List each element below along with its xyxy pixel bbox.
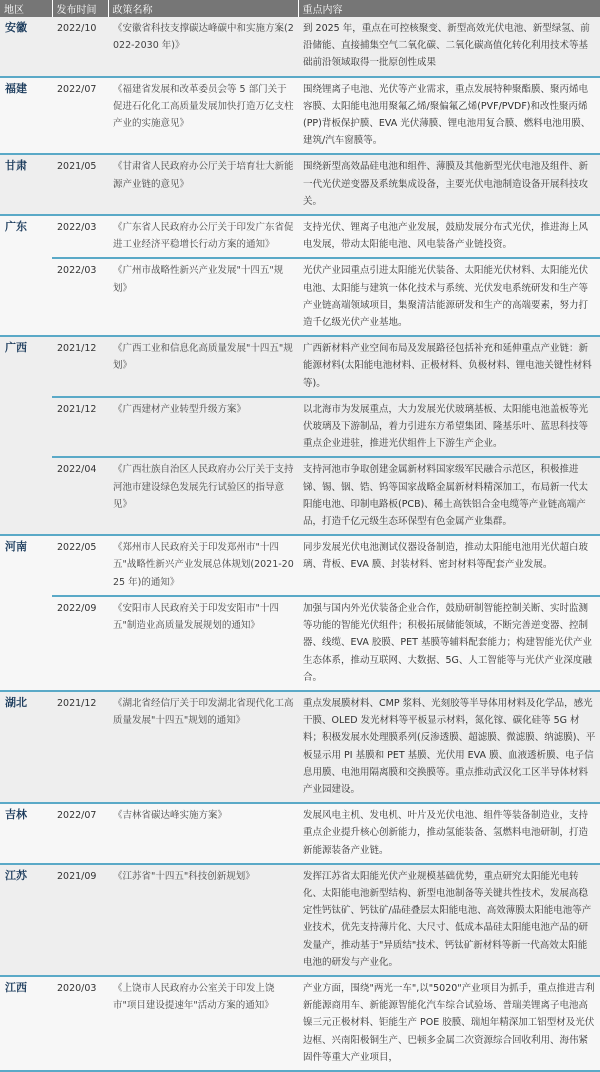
date-cell: 2021/12 (52, 336, 108, 397)
date-cell: 2021/12 (52, 397, 108, 458)
date-cell: 2022/10 (52, 17, 108, 77)
table-row (0, 457, 600, 535)
policy-cell: 《广西壮族自治区人民政府办公厅关于支持河池市建设绿色发展先行试验区的指导意见》 (108, 457, 298, 535)
date-cell: 2021/05 (52, 154, 108, 215)
date-cell: 2021/12 (52, 691, 108, 803)
policy-cell: 《湖北省经信厅关于印发湖北省现代化工高质量发展"十四五"规划的通知》 (108, 691, 298, 803)
header-content: 重点内容 (298, 0, 600, 17)
header-region: 地区 (0, 0, 52, 17)
region-cell: 湖北 (0, 691, 52, 803)
content-cell: 围绕锂离子电池、光伏等产业需求，重点发展特种聚酯膜、聚丙烯电容膜、太阳能电池用聚氟乙烯/聚偏氟乙烯(PVF/PVDF)和改性聚丙烯(PP)背板保护膜、EVA 光伏薄膜、锂电池用复合膜、燃料电池用膜、建筑/汽车窗膜等。 (298, 77, 600, 155)
region-cell: 河南 (0, 535, 52, 691)
table-header-row (0, 0, 600, 17)
content-cell: 支持河池市争取创建金属新材料国家级军民融合示范区，积极推进锑、锡、铟、锆、钨等国家战略金属新材料精深加工，布局新一代太阳能电池、印制电路板(PCB)、稀土高铁铝合金电缆等产业链高端产品，打造千亿元级生态环保型有色金属产业集群。 (298, 457, 600, 535)
policy-cell: 《安阳市人民政府关于印发安阳市"十四五"制造业高质量发展规划的通知》 (108, 596, 298, 691)
content-cell: 发挥江苏省太阳能光伏产业规模基础优势，重点研究太阳能光电转化、太阳能电池新型结构、新型电池制备等关键共性技术，发展高稳定性钙钛矿、钙钛矿/晶硅叠层太阳能电池、高效薄膜太阳能电池等产业技术，优先支持薄片化、大尺寸、低成本晶硅太阳能电池产品的研发量产，推动基于"异质结"技术、钙钛矿新材料等新一代高效太阳能电池的研发与产业化。 (298, 864, 600, 976)
table-row (0, 803, 600, 864)
policy-cell: 《广州市战略性新兴产业发展"十四五"规划》 (108, 258, 298, 336)
content-cell: 产业方面，围绕"两光一车",以"5020"产业项目为抓手，重点推进吉利新能源商用车、新能源智能化汽车综合试验场、普瑞美锂离子电池高镍三元正极材料、钜能生产 POE 胶膜、瑞旭年精深加工铝型材及光伏边框、兴南阳极铜生产、巴顿多金属二次资源综合回收利用、海伟紧固件等重大产业项目， (298, 976, 600, 1071)
region-cell: 甘肃 (0, 154, 52, 215)
date-cell: 2020/03 (52, 976, 108, 1071)
table-row (0, 596, 600, 691)
policy-cell: 《安徽省科技支撑碳达峰碳中和实施方案(2022-2030 年)》 (108, 17, 298, 77)
table-row (0, 77, 600, 155)
table-row (0, 976, 600, 1071)
content-cell: 同步发展光伏电池测试仪器设备制造，推动太阳能电池用光伏超白玻璃、背板、EVA 膜、封装材料、密封材料等配套产业发展。 (298, 535, 600, 596)
policy-cell: 《福建省发展和改革委员会等 5 部门关于促进石化化工高质量发展加快打造万亿支柱产业的实施意见》 (108, 77, 298, 155)
table-row (0, 691, 600, 803)
date-cell: 2022/03 (52, 258, 108, 336)
region-cell: 江苏 (0, 864, 52, 976)
content-cell: 发展风电主机、发电机、叶片及光伏电池、组件等装备制造业，支持重点企业提升核心创新能力，推动氢能装备、氢燃料电池研制，打造新能源装备产业链。 (298, 803, 600, 864)
date-cell: 2022/09 (52, 596, 108, 691)
content-cell: 围绕新型高效晶硅电池和组件、薄膜及其他新型光伏电池及组件、新一代光伏逆变器及系统集成设备，主要光伏电池制造设备开展科技攻关。 (298, 154, 600, 215)
policy-cell: 《吉林省碳达峰实施方案》 (108, 803, 298, 864)
content-cell: 到 2025 年，重点在可控核聚变、新型高效光伏电池、新型绿氢、前沿储能、直接捕集空气二氧化碳、二氧化碳高值化转化利用技术等基础前沿领域取得一批原创性成果 (298, 17, 600, 77)
content-cell: 以北海市为发展重点，大力发展光伏玻璃基板、太阳能电池盖板等光伏玻璃及下游制品，着力引进东方希望集团、隆基乐叶、蓝思科技等重点企业进驻，推进光伏组件上下游生产企业。 (298, 397, 600, 458)
policy-cell: 《广东省人民政府办公厅关于印发广东省促进工业经济平稳增长行动方案的通知》 (108, 215, 298, 258)
date-cell: 2022/03 (52, 215, 108, 258)
date-cell: 2022/07 (52, 803, 108, 864)
table-row (0, 864, 600, 976)
policy-cell: 《江苏省"十四五"科技创新规划》 (108, 864, 298, 976)
table-row (0, 215, 600, 258)
region-cell: 安徽 (0, 17, 52, 77)
date-cell: 2022/04 (52, 457, 108, 535)
table-row (0, 17, 600, 77)
date-cell: 2022/05 (52, 535, 108, 596)
region-cell: 福建 (0, 77, 52, 155)
policy-cell: 《甘肃省人民政府办公厅关于培育壮大新能源产业链的意见》 (108, 154, 298, 215)
date-cell: 2022/07 (52, 77, 108, 155)
policy-cell: 《广西建材产业转型升级方案》 (108, 397, 298, 458)
date-cell: 2021/09 (52, 864, 108, 976)
region-cell: 吉林 (0, 803, 52, 864)
table-row (0, 397, 600, 458)
table-row (0, 336, 600, 397)
policy-cell: 《上饶市人民政府办公室关于印发上饶市"项目建设提速年"活动方案的通知》 (108, 976, 298, 1071)
policy-cell: 《郑州市人民政府关于印发郑州市"十四五"战略性新兴产业发展总体规划(2021-2025 年)的通知》 (108, 535, 298, 596)
region-cell: 江西 (0, 976, 52, 1071)
content-cell: 光伏产业园重点引进太阳能光伏装备、太阳能光伏材料、太阳能光伏电池、太阳能与建筑一体化技术与系统、光伏发电系统研发和生产等产业链高端领域项目，集聚清洁能源研发和生产的高端要素，努力打造千亿级光伏产业基地。 (298, 258, 600, 336)
content-cell: 广西新材料产业空间布局及发展路径包括补充和延伸重点产业链：新能源材料(太阳能电池材料、正极材料、负极材料、锂电池关键性材料等)。 (298, 336, 600, 397)
content-cell: 重点发展膜材料、CMP 浆料、光刻胶等半导体用材料及化学品，感光干膜、OLED 发光材料等平板显示材料，氮化镓、碳化硅等 5G 材料；积极发展水处理膜系列(反渗透膜、超滤膜、微滤膜、纳滤膜)、平板显示用 PI 基膜和 PET 基膜、光伏用 EVA 膜、血液透析膜、电子信息用膜、电池用隔离膜和交换膜等。重点推动武汉化工区半导体材料产业园建设。 (298, 691, 600, 803)
header-policy: 政策名称 (108, 0, 298, 17)
table-row (0, 154, 600, 215)
header-date: 发布时间 (52, 0, 108, 17)
table-row (0, 535, 600, 596)
region-cell: 广东 (0, 215, 52, 336)
policy-cell: 《广西工业和信息化高质量发展"十四五"规划》 (108, 336, 298, 397)
content-cell: 加强与国内外光伏装备企业合作，鼓励研制智能控制关断、实时监测等功能的智能光伏组件；积极拓展储能领域，不断完善逆变器、控制器、线缆、EVA 胶膜、PET 基膜等辅料配套能力；构建智能光伏产业生态体系，推动互联网、大数据、5G、人工智能等与光伏产业深度融合。 (298, 596, 600, 691)
region-cell: 广西 (0, 336, 52, 535)
content-cell: 支持光伏、锂离子电池产业发展，鼓励发展分布式光伏，推进海上风电发展，带动太阳能电池、风电装备产业链投资。 (298, 215, 600, 258)
table-row (0, 258, 600, 336)
